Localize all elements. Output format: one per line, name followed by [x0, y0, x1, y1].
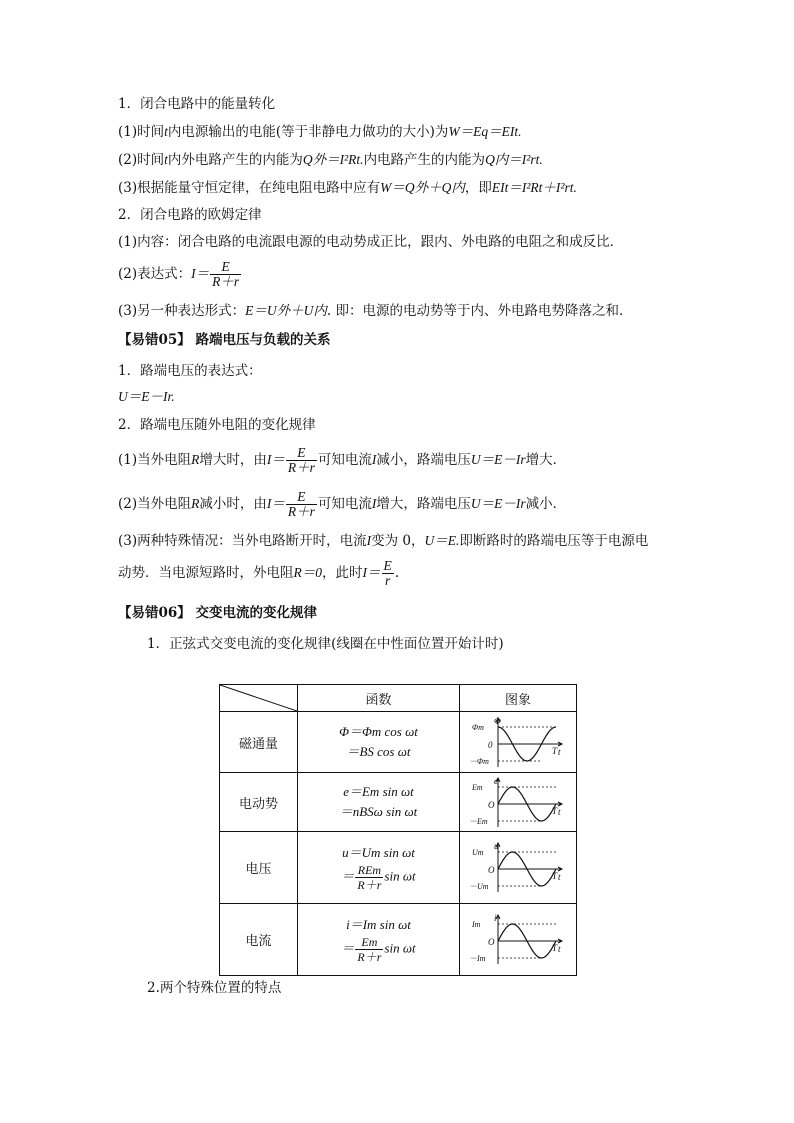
- text: 可知电流: [317, 452, 372, 468]
- special-cases: [118, 532, 648, 550]
- var: R: [191, 496, 200, 511]
- formula: [298, 935, 459, 964]
- origin-label: O: [488, 865, 495, 875]
- text: ，此时: [322, 565, 363, 581]
- text: 内电源输出的电能(等于非静电力做功的大小)为: [167, 124, 449, 140]
- text: ＝: [341, 940, 355, 956]
- min-label: －Im: [469, 954, 486, 963]
- denominator: R＋r: [287, 504, 315, 519]
- text: 动势．当电源短路时，外电阻: [118, 565, 294, 581]
- formula: Q内＝I²rt.: [485, 152, 543, 167]
- ac-law-heading: 1．正弦式交变电流的变化规律(线圈在中性面位置开始计时): [147, 636, 504, 652]
- text: (2)时间: [118, 152, 165, 168]
- numerator: REm: [355, 863, 383, 878]
- var: I＝: [362, 565, 381, 580]
- formula: R＝0: [293, 565, 322, 580]
- text: 增大时，由: [199, 452, 267, 468]
- text: . 即：电源的电动势等于内、外电路电势降落之和．: [326, 303, 633, 319]
- energy-line-3: [118, 179, 577, 197]
- text: 内外电路产生的内能为: [167, 152, 303, 168]
- text: (3)根据能量守恒定律，在纯电阻电路中应有: [118, 180, 381, 196]
- x-axis-label: t: [558, 872, 561, 882]
- section-title-05: 【易错05】 路端电压与负载的关系: [118, 332, 331, 348]
- origin-label: 0: [488, 739, 493, 750]
- graph-cell: [460, 773, 577, 832]
- graph-cell: [460, 904, 577, 976]
- formula: Φ＝Φm cos ωt: [339, 724, 418, 739]
- terminal-voltage-heading: 1．路端电压的表达式：: [118, 363, 262, 379]
- rule-increase: [118, 443, 566, 477]
- text: ＝: [341, 868, 355, 884]
- origin-label: O: [488, 799, 495, 810]
- formula: E＝U外＋U内: [245, 303, 327, 318]
- flux-graph: [468, 715, 568, 770]
- rule-decrease: [118, 487, 566, 521]
- var: I＝: [266, 496, 285, 511]
- text: 增大，路端电压: [376, 496, 471, 512]
- var: I＝: [191, 266, 210, 281]
- formula: W＝Q外＋Q内: [380, 180, 465, 195]
- var: R: [191, 452, 200, 467]
- voltage-graph: [468, 840, 568, 895]
- formula: ＝BS cos ωt: [346, 744, 411, 759]
- text: sin ωt: [384, 940, 416, 956]
- period-label: T: [552, 871, 558, 881]
- formula: EIt＝I²Rt＋I²rt.: [491, 180, 577, 195]
- numerator: Em: [355, 935, 383, 950]
- header-graph: 图象: [460, 685, 577, 712]
- text: ，即: [464, 180, 492, 196]
- row-name: 电压: [220, 832, 298, 904]
- numerator: E: [210, 260, 241, 275]
- special-positions-heading: 2.两个特殊位置的特点: [147, 980, 282, 996]
- ohm-other-form: [118, 302, 632, 320]
- diagonal-header-cell: [220, 685, 298, 712]
- var-t: t: [164, 152, 168, 167]
- formula: Q外＝I²Rt.: [302, 152, 364, 167]
- var: I: [371, 452, 377, 467]
- y-axis-label: u: [494, 841, 499, 851]
- x-axis-label: t: [558, 944, 561, 954]
- max-label: Im: [472, 920, 481, 929]
- fraction: [286, 446, 317, 475]
- text: 减小，路端电压: [376, 452, 471, 468]
- x-axis-label: t: [558, 746, 561, 757]
- formula: U＝E.: [424, 533, 460, 548]
- ohm-content: (1)内容：闭合电路的电流跟电源的电动势成正比，跟内、外电路的电阻之和成反比．: [118, 234, 624, 250]
- formula: u＝Um sin ωt: [342, 845, 415, 860]
- function-cell: [298, 904, 460, 976]
- terminal-voltage-rule-heading: 2．路端电压随外电阻的变化规律: [118, 417, 316, 433]
- min-label: －Em: [469, 816, 488, 826]
- fraction: [382, 559, 394, 588]
- period-label: T: [552, 745, 558, 756]
- fraction: [355, 935, 383, 964]
- y-axis-label: i: [494, 913, 497, 923]
- table-row: [220, 904, 577, 976]
- denominator: R＋r: [357, 950, 382, 964]
- text: 内电路产生的内能为: [363, 152, 486, 168]
- energy-line-2: [118, 151, 543, 169]
- text: 减小．: [525, 496, 567, 512]
- formula: [298, 863, 459, 892]
- diagonal-line: [220, 685, 297, 711]
- text: (2)表达式：: [118, 266, 192, 282]
- heading-ohms-law: 2．闭合电路的欧姆定律: [118, 207, 262, 223]
- ac-table: [219, 684, 577, 976]
- table-row: [220, 712, 577, 773]
- current-graph: [468, 912, 568, 967]
- fraction: [355, 863, 383, 892]
- fraction: [210, 260, 241, 289]
- header-function: 函数: [298, 685, 460, 712]
- function-cell: [298, 832, 460, 904]
- denominator: R＋r: [212, 274, 240, 289]
- denominator: R＋r: [287, 460, 315, 475]
- graph-cell: [460, 832, 577, 904]
- formula: i＝Im sin ωt: [346, 917, 411, 932]
- max-label: Um: [472, 848, 484, 857]
- text: (1)时间: [118, 124, 165, 140]
- x-axis-label: t: [558, 806, 561, 817]
- y-axis-label: Φ: [494, 715, 501, 726]
- graph-cell: [460, 712, 577, 773]
- origin-label: O: [488, 937, 495, 947]
- text: (3)两种特殊情况：当外电路断开时，电流: [118, 533, 367, 549]
- denominator: R＋r: [357, 878, 382, 892]
- min-label: －Φm: [469, 756, 489, 766]
- formula: U＝E－Ir: [470, 452, 526, 467]
- max-label: Em: [472, 782, 483, 792]
- max-label: Φm: [472, 722, 484, 732]
- heading-energy-conversion: 1．闭合电路中的能量转化: [118, 96, 276, 112]
- denominator: r: [384, 573, 391, 588]
- text: sin ωt: [384, 868, 416, 884]
- emf-graph: [468, 775, 568, 830]
- section-title-06: 【易错06】 交变电流的变化规律: [118, 605, 317, 621]
- formula: W＝Eq＝EIt.: [448, 124, 522, 139]
- var: I＝: [266, 452, 285, 467]
- text: (2)当外电阻: [118, 496, 192, 512]
- period-label: T: [552, 943, 558, 953]
- row-name: 电动势: [220, 773, 298, 832]
- text: .: [394, 565, 400, 581]
- formula: U＝E－Ir: [470, 496, 526, 511]
- table-row: [220, 773, 577, 832]
- numerator: E: [383, 558, 392, 573]
- text: 可知电流: [317, 496, 372, 512]
- numerator: E: [286, 490, 317, 505]
- energy-line-1: [118, 123, 522, 141]
- y-axis-label: e: [494, 775, 498, 786]
- terminal-voltage-formula: U＝E－Ir.: [118, 389, 175, 404]
- var: I: [366, 533, 372, 548]
- special-cases-cont: [118, 556, 399, 590]
- var-t: t: [164, 124, 168, 139]
- min-label: －Um: [469, 882, 489, 891]
- text: 变为 0，: [371, 533, 425, 549]
- row-name: 电流: [220, 904, 298, 976]
- function-cell: [298, 712, 460, 773]
- ohm-expression: [118, 259, 242, 289]
- numerator: E: [286, 446, 317, 461]
- formula: ＝nBSω sin ωt: [339, 804, 418, 819]
- row-name: 磁通量: [220, 712, 298, 773]
- table-row: [220, 832, 577, 904]
- text: 增大．: [525, 452, 567, 468]
- text: (1)当外电阻: [118, 452, 192, 468]
- var: I: [371, 496, 377, 511]
- fraction: [286, 490, 317, 519]
- period-label: T: [552, 805, 558, 816]
- text: (3)另一种表达形式：: [118, 303, 246, 319]
- text: 即断路时的路端电压等于电源电: [459, 533, 649, 549]
- formula: e＝Em sin ωt: [343, 784, 414, 799]
- text: 减小时，由: [199, 496, 267, 512]
- function-cell: [298, 773, 460, 832]
